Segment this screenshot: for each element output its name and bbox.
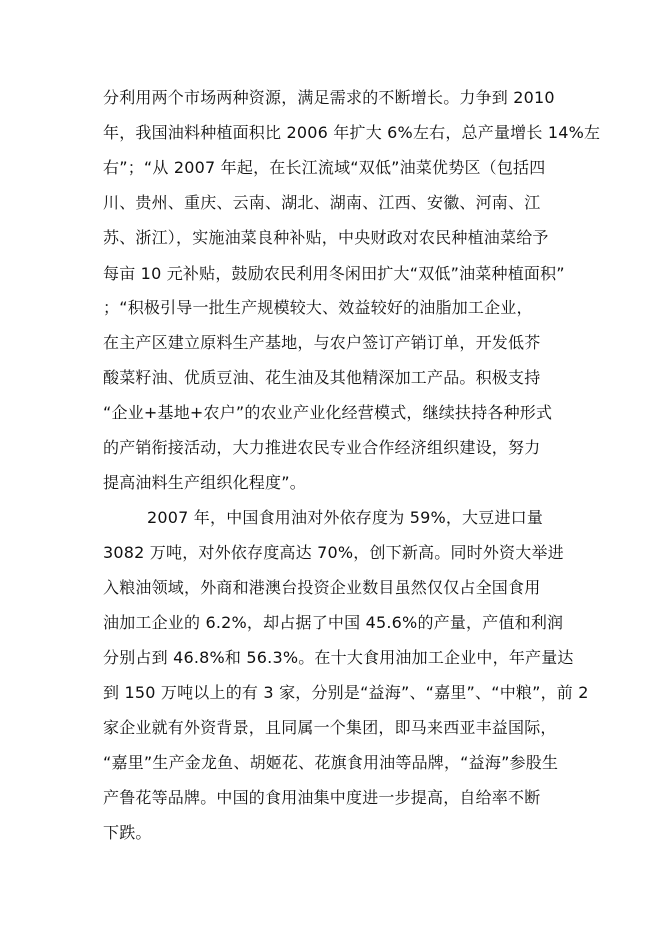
text-line-16: 油加工企业的 6.2%，却占据了中国 45.6%的产量，产值和利润	[103, 613, 564, 632]
text-line-18: 到 150 万吨以上的有 3 家，分别是“益海”、“嘉里”、“中粮”，前 2	[103, 683, 589, 702]
text-line-2: 年，我国油料种植面积比 2006 年扩大 6%左右，总产量增长 14%左	[103, 123, 601, 142]
text-line-14: 3082 万吨，对外依存度高达 70%，创下新高。同时外资大举进	[103, 543, 564, 562]
text-line-11: 的产销衔接活动，大力推进农民专业合作经济组织建设，努力	[103, 438, 541, 457]
text-line-17: 分别占到 46.8%和 56.3%。在十大食用油加工企业中，年产量达	[103, 648, 574, 667]
text-line-22: 下跌。	[103, 823, 152, 842]
text-line-19: 家企业就有外资背景，且同属一个集团，即马来西亚丰益国际，	[103, 718, 557, 737]
text-line-1: 分利用两个市场两种资源，满足需求的不断增长。力争到 2010	[103, 88, 555, 107]
text-line-6: 每亩 10 元补贴，鼓励农民利用冬闲田扩大“双低”油菜种植面积”	[103, 264, 565, 283]
text-line-12: 提高油料生产组织化程度”。	[103, 473, 306, 492]
text-line-5: 苏、浙江），实施油菜良种补贴，中央财政对农民种植油菜给予	[103, 228, 549, 247]
text-line-10: “企业+基地+农户”的农业产业化经营模式，继续扶持各种形式	[103, 403, 553, 422]
text-line-3: 右”；“从 2007 年起，在长江流域“双低”油菜优势区（包括四	[103, 158, 546, 177]
text-line-7: ；“积极引导一批生产规模较大、效益较好的油脂加工企业，	[103, 298, 533, 317]
text-line-9: 酸菜籽油、优质豆油、花生油及其他精深加工产品。积极支持	[103, 368, 541, 387]
text-line-4: 川、贵州、重庆、云南、湖北、湖南、江西、安徽、河南、江	[103, 193, 541, 212]
text-line-21: 产鲁花等品牌。中国的食用油集中度进一步提高，自给率不断	[103, 788, 541, 807]
text-line-15: 入粮油领域，外商和港澳台投资企业数目虽然仅仅占全国食用	[103, 578, 541, 597]
text-line-13: 2007 年，中国食用油对外依存度为 59%，大豆进口量	[147, 508, 544, 527]
text-line-8: 在主产区建立原料生产基地，与农户签订产销订单，开发低芥	[103, 333, 541, 352]
text-line-20: “嘉里”生产金龙鱼、胡姬花、花旗食用油等品牌，“益海”参股生	[103, 753, 559, 772]
